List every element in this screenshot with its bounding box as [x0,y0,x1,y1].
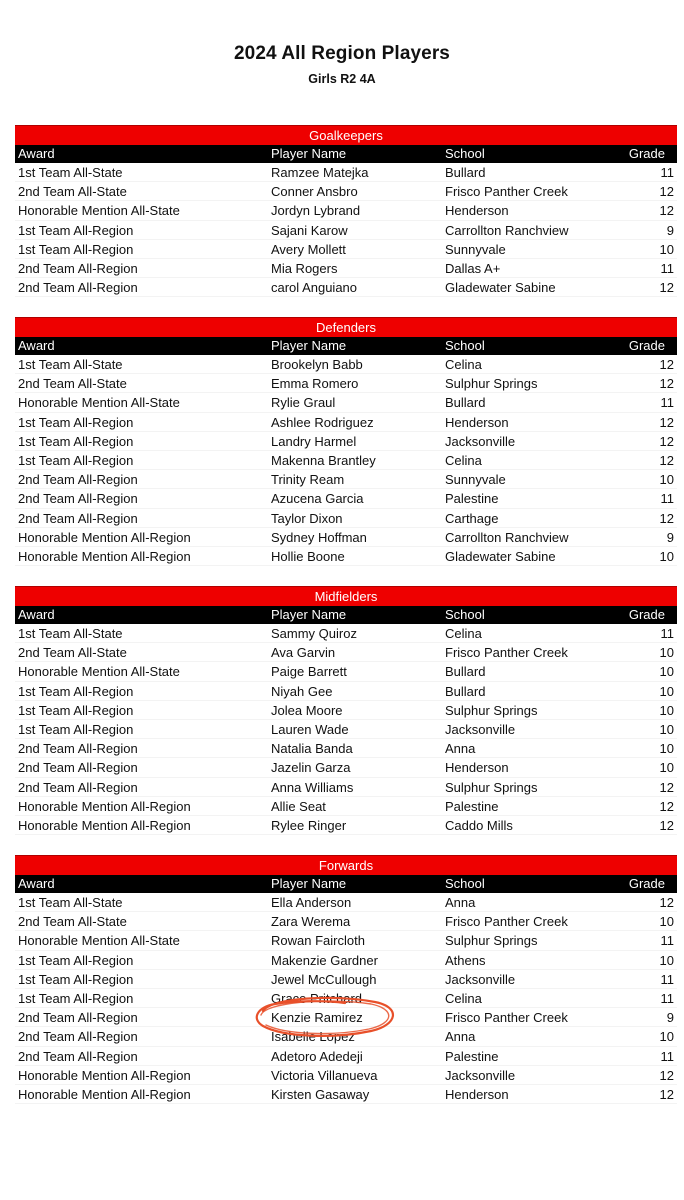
award-cell: 2nd Team All-Region [18,741,138,757]
award-cell: Honorable Mention All-Region [18,529,191,545]
player-name-cell: Ella Anderson [271,895,352,910]
school-cell: Caddo Mills [445,817,513,833]
table-row [15,682,677,701]
table-row [15,662,677,681]
award-cell: 2nd Team All-State [18,376,127,392]
award-cell: 2nd Team All-Region [18,779,138,795]
school-cell: Frisco Panther Creek [445,914,568,930]
table-row [15,240,677,259]
award-cell: 2nd Team All-Region [18,1010,138,1026]
player-name-cell: Landry Harmel [271,433,357,449]
table-row [15,816,677,835]
column-header-row [15,606,677,624]
player-name-cell: Kenzie Ramirez [271,1010,363,1026]
grade-cell: 12 [659,779,674,795]
player-name-cell: Zara Werema [271,914,351,930]
grade-cell: 9 [666,222,674,238]
table-row [15,163,677,182]
school-cell: Henderson [445,414,509,430]
award-cell: Honorable Mention All-State [18,203,180,219]
player-name-cell: Natalia Banda [271,741,353,757]
grade-cell: 10 [659,1029,674,1045]
table-row [15,470,677,489]
table-row [15,509,677,528]
player-name-cell: Makenna Brantley [271,452,376,468]
grade-cell: 12 [659,1067,674,1083]
award-cell: 2nd Team All-State [18,645,127,661]
award-cell: 2nd Team All-Region [18,280,138,296]
grade-cell: 12 [659,184,674,200]
grade-cell: 12 [659,1086,674,1102]
award-cell: 1st Team All-Region [18,952,134,968]
column-header-grade: Grade [628,338,665,353]
table-row [15,758,677,777]
player-name-cell: Grace Pritchard [271,990,363,1006]
section-midfielders [15,586,677,835]
award-cell: Honorable Mention All-State [18,395,180,411]
player-name-cell: Niyah Gee [271,683,333,699]
player-name-cell: Lauren Wade [271,721,349,737]
award-cell: 2nd Team All-Region [18,472,138,488]
award-cell: 1st Team All-State [18,895,123,910]
player-name-cell: Jazelin Garza [271,760,351,776]
grade-cell: 11 [660,260,674,276]
table-row [15,720,677,739]
table-row [15,413,677,432]
player-name-cell: Jordyn Lybrand [271,203,361,219]
award-cell: 1st Team All-Region [18,414,134,430]
column-header-school: School [445,607,485,622]
grade-cell: 10 [659,645,674,661]
award-cell: 2nd Team All-Region [18,760,138,776]
award-cell: Honorable Mention All-Region [18,548,191,564]
player-name-cell: Paige Barrett [271,664,347,680]
school-cell: Bullard [445,683,486,699]
player-name-cell: Anna Williams [271,779,354,795]
column-header-school: School [445,876,485,891]
table-row [15,1066,677,1085]
section-title: Goalkeepers [15,125,677,145]
column-header-player: Player Name [271,338,347,353]
grade-cell: 10 [659,741,674,757]
column-header-school: School [445,338,485,353]
school-cell: Henderson [445,760,509,776]
column-header-player: Player Name [271,876,347,891]
school-cell: Sunnyvale [445,472,506,488]
section-title: Midfielders [15,586,677,606]
section-defenders [15,317,677,566]
player-name-cell: Kirsten Gasaway [271,1086,370,1102]
award-cell: 2nd Team All-Region [18,1048,138,1064]
school-cell: Jacksonville [445,971,516,987]
award-cell: 1st Team All-Region [18,241,134,257]
school-cell: Anna [445,741,476,757]
school-cell: Gladewater Sabine [445,280,556,296]
school-cell: Jacksonville [445,721,516,737]
award-cell: 1st Team All-State [18,357,123,372]
player-name-cell: Jewel McCullough [271,971,377,987]
award-cell: 1st Team All-Region [18,721,134,737]
school-cell: Henderson [445,203,509,219]
table-row [15,451,677,470]
section-forwards [15,855,677,1104]
player-name-cell: Jolea Moore [271,702,343,718]
grade-cell: 10 [659,760,674,776]
table-row [15,778,677,797]
school-cell: Sunnyvale [445,241,506,257]
school-cell: Frisco Panther Creek [445,645,568,661]
school-cell: Gladewater Sabine [445,548,556,564]
grade-cell: 11 [660,971,674,987]
grade-cell: 10 [659,664,674,680]
school-cell: Dallas A+ [445,260,501,276]
table-row [15,701,677,720]
award-cell: 1st Team All-State [18,626,123,641]
player-name-cell: Adetoro Adedeji [271,1048,363,1064]
table-row [15,893,677,912]
table-row [15,970,677,989]
table-row [15,278,677,297]
column-header-award: Award [18,338,55,353]
award-cell: 2nd Team All-Region [18,260,138,276]
school-cell: Bullard [445,165,486,180]
award-cell: 2nd Team All-State [18,184,127,200]
column-header-award: Award [18,876,55,891]
player-name-cell: Ava Garvin [271,645,336,661]
player-name-cell: Sammy Quiroz [271,626,357,641]
award-cell: 1st Team All-Region [18,683,134,699]
player-name-cell: Ashlee Rodriguez [271,414,374,430]
column-header-award: Award [18,146,55,161]
table-row [15,989,677,1008]
table-row [15,643,677,662]
school-cell: Frisco Panther Creek [445,184,568,200]
table-row [15,951,677,970]
school-cell: Palestine [445,1048,499,1064]
school-cell: Sulphur Springs [445,933,538,949]
school-cell: Sulphur Springs [445,376,538,392]
player-name-cell: Allie Seat [271,798,326,814]
player-name-cell: Ramzee Matejka [271,165,369,180]
award-cell: Honorable Mention All-Region [18,798,191,814]
table-row [15,1047,677,1066]
table-row [15,912,677,931]
grade-cell: 10 [659,914,674,930]
school-cell: Carrollton Ranchview [445,529,569,545]
school-cell: Palestine [445,798,499,814]
school-cell: Celina [445,357,482,372]
grade-cell: 12 [659,452,674,468]
grade-cell: 9 [666,1010,674,1026]
award-cell: 1st Team All-Region [18,971,134,987]
grade-cell: 12 [659,280,674,296]
grade-cell: 12 [659,798,674,814]
column-header-school: School [445,146,485,161]
table-row [15,393,677,412]
player-name-cell: Emma Romero [271,376,359,392]
school-cell: Celina [445,990,482,1006]
player-name-cell: Hollie Boone [271,548,345,564]
school-cell: Palestine [445,491,499,507]
table-row [15,931,677,950]
player-name-cell: Taylor Dixon [271,510,343,526]
award-cell: Honorable Mention All-State [18,933,180,949]
school-cell: Frisco Panther Creek [445,1010,568,1026]
table-row [15,355,677,374]
table-row [15,1085,677,1104]
table-row [15,739,677,758]
school-cell: Carthage [445,510,499,526]
grade-cell: 9 [666,529,674,545]
grade-cell: 10 [659,952,674,968]
column-header-row [15,875,677,893]
grade-cell: 12 [659,376,674,392]
award-cell: 1st Team All-Region [18,990,134,1006]
grade-cell: 12 [659,895,674,910]
school-cell: Bullard [445,664,486,680]
school-cell: Anna [445,1029,476,1045]
award-cell: 2nd Team All-Region [18,491,138,507]
grade-cell: 12 [659,414,674,430]
award-cell: Honorable Mention All-Region [18,1086,191,1102]
table-row [15,489,677,508]
award-cell: 1st Team All-Region [18,222,134,238]
column-header-player: Player Name [271,607,347,622]
player-name-cell: carol Anguiano [271,280,358,296]
column-header-grade: Grade [628,146,665,161]
player-name-cell: Avery Mollett [271,241,346,257]
grade-cell: 10 [659,683,674,699]
table-row [15,528,677,547]
grade-cell: 12 [659,203,674,219]
school-cell: Sulphur Springs [445,779,538,795]
column-header-player: Player Name [271,146,347,161]
school-cell: Jacksonville [445,1067,516,1083]
table-row [15,374,677,393]
grade-cell: 11 [660,491,674,507]
grade-cell: 11 [660,165,674,180]
table-row [15,547,677,566]
grade-cell: 12 [659,510,674,526]
school-cell: Celina [445,452,482,468]
table-row [15,259,677,278]
grade-cell: 10 [659,241,674,257]
page-title: 2024 All Region Players [234,43,450,64]
school-cell: Celina [445,626,482,641]
column-header-row [15,337,677,355]
player-name-cell: Mia Rogers [271,260,338,276]
school-cell: Sulphur Springs [445,702,538,718]
player-name-cell: Makenzie Gardner [271,952,378,968]
school-cell: Carrollton Ranchview [445,222,569,238]
grade-cell: 11 [660,933,674,949]
award-cell: 1st Team All-Region [18,433,134,449]
table-row [15,624,677,643]
table-row [15,432,677,451]
grade-cell: 11 [660,395,674,411]
player-name-cell: Isabelle Lopez [271,1029,355,1045]
award-cell: 1st Team All-Region [18,702,134,718]
school-cell: Anna [445,895,476,910]
column-header-award: Award [18,607,55,622]
award-cell: 2nd Team All-Region [18,510,138,526]
table-row [15,182,677,201]
section-goalkeepers [15,125,677,297]
column-header-grade: Grade [628,876,665,891]
column-header-row [15,145,677,163]
award-cell: 2nd Team All-Region [18,1029,138,1045]
table-row [15,1008,677,1027]
player-name-cell: Victoria Villanueva [271,1067,378,1083]
award-cell: 1st Team All-Region [18,452,134,468]
player-name-cell: Sydney Hoffman [271,529,367,545]
grade-cell: 12 [659,433,674,449]
award-cell: 1st Team All-State [18,165,123,180]
section-title: Forwards [15,855,677,875]
player-name-cell: Conner Ansbro [271,184,358,200]
page-subtitle: Girls R2 4A [308,72,376,86]
table-row [15,221,677,240]
player-name-cell: Brookelyn Babb [271,357,363,372]
school-cell: Bullard [445,395,486,411]
player-name-cell: Rylie Graul [271,395,336,411]
grade-cell: 10 [659,702,674,718]
grade-cell: 11 [660,1048,674,1064]
player-name-cell: Azucena Garcia [271,491,364,507]
award-cell: Honorable Mention All-State [18,664,180,680]
player-name-cell: Sajani Karow [271,222,348,238]
grade-cell: 12 [659,817,674,833]
column-header-grade: Grade [628,607,665,622]
table-row [15,201,677,220]
grade-cell: 10 [659,472,674,488]
school-cell: Athens [445,952,486,968]
award-cell: 2nd Team All-State [18,914,127,930]
player-name-cell: Rowan Faircloth [271,933,365,949]
table-row [15,1027,677,1046]
grade-cell: 12 [659,357,674,372]
table-row [15,797,677,816]
grade-cell: 11 [660,626,674,641]
grade-cell: 11 [660,990,674,1006]
grade-cell: 10 [659,548,674,564]
school-cell: Jacksonville [445,433,516,449]
section-title: Defenders [15,317,677,337]
award-cell: Honorable Mention All-Region [18,1067,191,1083]
grade-cell: 10 [659,721,674,737]
player-name-cell: Trinity Ream [271,472,345,488]
award-cell: Honorable Mention All-Region [18,817,191,833]
player-name-cell: Rylee Ringer [271,817,347,833]
school-cell: Henderson [445,1086,509,1102]
